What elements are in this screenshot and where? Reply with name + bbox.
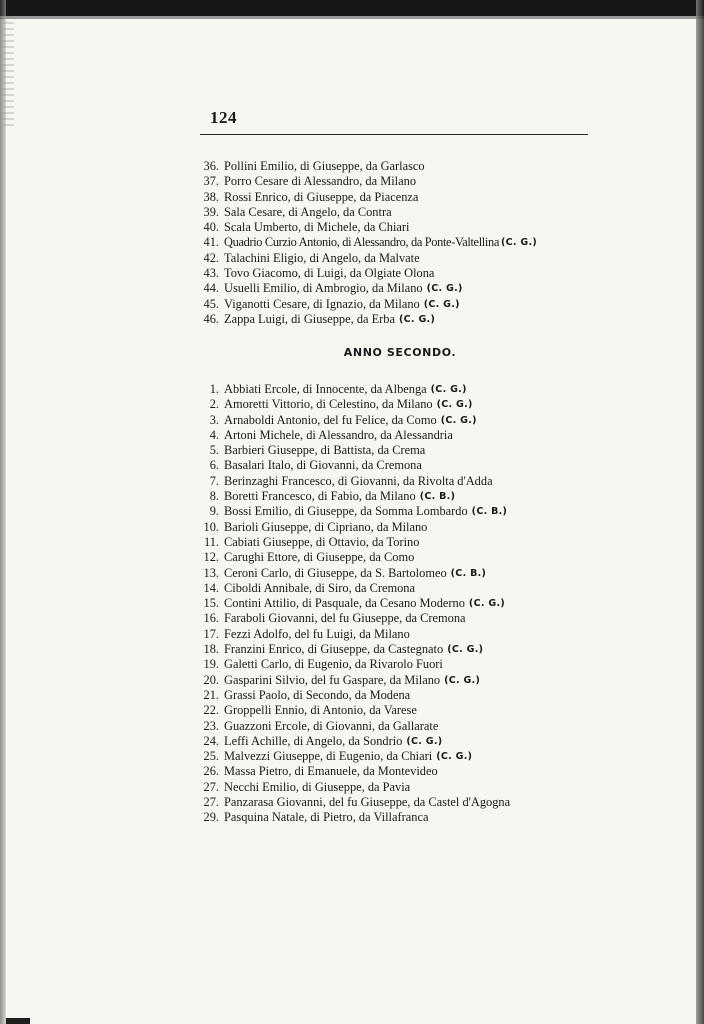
entry-badge: (C. G.) bbox=[430, 384, 467, 395]
list-item bbox=[196, 535, 514, 550]
entry-number: 27. bbox=[203, 795, 219, 810]
section-title-text: ANNO SECONDO. bbox=[343, 346, 457, 359]
list-item bbox=[196, 382, 514, 397]
list-item bbox=[196, 627, 514, 642]
entry-text: Amoretti Vittorio, di Celestino, da Milano bbox=[224, 397, 433, 412]
entry-text: Necchi Emilio, di Giuseppe, da Pavia bbox=[224, 779, 411, 794]
entry-number: 15. bbox=[203, 596, 219, 611]
entry-number: 39. bbox=[203, 204, 219, 219]
entry-number: 27. bbox=[203, 779, 219, 794]
entry-number: 36. bbox=[203, 159, 219, 173]
entry-number: 41. bbox=[203, 235, 219, 250]
scan-left-margin-marks bbox=[0, 16, 14, 126]
entry-number: 19. bbox=[203, 657, 219, 672]
entry-number: 10. bbox=[203, 519, 219, 534]
entry-text: Leffi Achille, di Angelo, da Sondrio bbox=[224, 733, 403, 748]
entry-text: Faraboli Giovanni, del fu Giuseppe, da Cremona bbox=[224, 611, 466, 626]
entry-text: Malvezzi Giuseppe, di Eugenio, da Chiari bbox=[224, 749, 433, 764]
entry-number: 12. bbox=[203, 550, 219, 565]
entry-text: Abbiati Ercole, di Innocente, da Albenga bbox=[224, 382, 427, 396]
list-item bbox=[196, 458, 514, 473]
list-item bbox=[196, 474, 514, 489]
entry-badge: (C. G.) bbox=[406, 735, 443, 747]
list-item bbox=[196, 190, 537, 205]
entry-text: Fezzi Adolfo, del fu Luigi, da Milano bbox=[224, 626, 410, 641]
list-item bbox=[196, 688, 514, 703]
entry-badge: (C. G.) bbox=[500, 237, 538, 249]
entry-number: 37. bbox=[203, 174, 219, 189]
scan-top-shadow bbox=[0, 16, 704, 19]
list-item bbox=[196, 719, 514, 734]
list-item bbox=[196, 673, 514, 688]
list-item bbox=[196, 251, 537, 266]
list-item bbox=[196, 281, 537, 296]
entry-number: 46. bbox=[203, 311, 219, 326]
entry-text: Talachini Eligio, di Angelo, da Malvate bbox=[224, 250, 420, 265]
entry-number: 45. bbox=[203, 296, 219, 311]
entry-text: Usuelli Emilio, di Ambrogio, da Milano bbox=[224, 281, 423, 296]
scan-top-border bbox=[0, 0, 704, 16]
entry-text: Pasquina Natale, di Pietro, da Villafranca bbox=[224, 810, 429, 825]
entry-text: Sala Cesare, di Angelo, da Contra bbox=[224, 204, 392, 219]
entry-text: Ceroni Carlo, di Giuseppe, da S. Bartolomeo bbox=[224, 565, 447, 580]
list-item bbox=[196, 611, 514, 626]
list-item bbox=[196, 550, 514, 565]
list-item bbox=[196, 642, 514, 657]
entry-number: 38. bbox=[203, 189, 219, 204]
entry-number: 13. bbox=[203, 565, 219, 580]
entry-number: 14. bbox=[203, 580, 219, 595]
entry-text: Berinzaghi Francesco, di Giovanni, da Rivolta d'Adda bbox=[224, 473, 493, 488]
entry-text: Guazzoni Ercole, di Giovanni, da Gallarate bbox=[224, 718, 439, 733]
list-item bbox=[196, 810, 514, 825]
entry-number: 23. bbox=[203, 718, 219, 733]
entry-badge: (C. G.) bbox=[447, 644, 484, 656]
list-item bbox=[196, 520, 514, 535]
list-item bbox=[196, 413, 514, 428]
entry-text: Arnaboldi Antonio, del fu Felice, da Como bbox=[224, 412, 437, 427]
entry-number: 26. bbox=[203, 764, 219, 779]
entry-number: 7. bbox=[209, 473, 219, 488]
list-item bbox=[196, 504, 514, 519]
entry-badge: (C. G.) bbox=[468, 598, 506, 610]
entry-number: 29. bbox=[203, 810, 219, 825]
entry-badge: (C. G.) bbox=[399, 313, 436, 325]
list-item bbox=[196, 596, 514, 611]
entry-number: 42. bbox=[203, 250, 219, 265]
scan-left-edge bbox=[0, 0, 6, 1024]
entry-number: 16. bbox=[203, 611, 219, 626]
entry-text: Gasparini Silvio, del fu Gaspare, da Milano bbox=[224, 672, 441, 687]
entry-text: Carughi Ettore, di Giuseppe, da Como bbox=[224, 550, 415, 565]
list-item bbox=[196, 489, 514, 504]
list-item bbox=[196, 780, 514, 795]
entry-text: Porro Cesare di Alessandro, da Milano bbox=[224, 174, 417, 189]
list-item bbox=[196, 795, 514, 810]
list-item bbox=[196, 734, 514, 749]
entry-number: 6. bbox=[209, 458, 219, 473]
entry-number: 24. bbox=[203, 733, 219, 748]
entry-number: 17. bbox=[203, 626, 219, 641]
entry-text: Pollini Emilio, di Giuseppe, da Garlasco bbox=[224, 159, 425, 173]
entry-text: Groppelli Ennio, di Antonio, da Varese bbox=[224, 703, 417, 718]
list-item bbox=[196, 397, 514, 412]
list-item bbox=[196, 581, 514, 596]
entry-badge: (C. G.) bbox=[436, 399, 473, 411]
entry-number: 44. bbox=[203, 281, 219, 296]
entry-text: Bossi Emilio, di Giuseppe, da Somma Lombardo bbox=[224, 504, 468, 519]
list-item bbox=[196, 205, 537, 220]
entry-number: 9. bbox=[209, 504, 219, 519]
entry-text: Basalari Italo, di Giovanni, da Cremona bbox=[224, 458, 422, 473]
list-item bbox=[196, 657, 514, 672]
entry-text: Contini Attilio, di Pasquale, da Cesano Moderno bbox=[224, 596, 465, 611]
entry-badge: (C. G.) bbox=[436, 751, 473, 763]
entry-text: Franzini Enrico, di Giuseppe, da Castegnato bbox=[224, 642, 444, 657]
list-item bbox=[196, 220, 537, 235]
header-rule bbox=[200, 134, 588, 135]
entry-number: 22. bbox=[203, 703, 219, 718]
entry-text: Barioli Giuseppe, di Cipriano, da Milano bbox=[224, 519, 428, 534]
entry-number: 5. bbox=[209, 443, 219, 458]
page-number: 124 bbox=[210, 108, 237, 127]
entry-text: Rossi Enrico, di Giuseppe, da Piacenza bbox=[224, 189, 419, 204]
entry-text: Galetti Carlo, di Eugenio, da Rivarolo Fuori bbox=[224, 657, 443, 672]
entry-number: 11. bbox=[203, 534, 219, 549]
entry-text: Massa Pietro, di Emanuele, da Montevideo bbox=[224, 764, 438, 779]
list-item bbox=[196, 174, 537, 189]
entry-badge: (C. B.) bbox=[450, 567, 487, 579]
entry-text: Barbieri Giuseppe, di Battista, da Crema bbox=[224, 443, 426, 458]
entry-text: Grassi Paolo, di Secondo, da Modena bbox=[224, 687, 411, 702]
entry-badge: (C. G.) bbox=[444, 674, 481, 686]
entry-text: Cabiati Giuseppe, di Ottavio, da Torino bbox=[224, 534, 420, 549]
list-item bbox=[196, 428, 514, 443]
list-item bbox=[196, 235, 537, 250]
scan-right-edge bbox=[696, 0, 704, 1024]
list-item bbox=[196, 266, 537, 281]
entry-number: 25. bbox=[203, 749, 219, 764]
student-list-anno-secondo bbox=[196, 382, 514, 826]
entry-text: Scala Umberto, di Michele, da Chiari bbox=[224, 220, 410, 235]
entry-badge: (C. G.) bbox=[426, 283, 463, 295]
entry-number: 21. bbox=[203, 687, 219, 702]
entry-number: 18. bbox=[203, 642, 219, 657]
entry-number: 40. bbox=[203, 220, 219, 235]
entry-number: 8. bbox=[209, 489, 219, 504]
entry-number: 4. bbox=[209, 427, 219, 442]
list-item bbox=[196, 749, 514, 764]
section-title bbox=[0, 346, 704, 359]
entry-text: Zappa Luigi, di Giuseppe, da Erba bbox=[224, 311, 396, 326]
entry-text: Boretti Francesco, di Fabio, da Milano bbox=[224, 489, 416, 504]
entry-badge: (C. G.) bbox=[440, 414, 477, 426]
entry-text: Ciboldi Annibale, di Siro, da Cremona bbox=[224, 580, 416, 595]
entry-text: Panzarasa Giovanni, del fu Giuseppe, da Castel d'Agogna bbox=[224, 795, 511, 810]
entry-number: 20. bbox=[203, 672, 219, 687]
list-item bbox=[196, 703, 514, 718]
entry-badge: (C. B.) bbox=[471, 506, 508, 518]
entry-number: 2. bbox=[209, 397, 219, 412]
entry-badge: (C. B.) bbox=[419, 491, 456, 503]
list-item bbox=[196, 297, 537, 312]
entry-badge: (C. G.) bbox=[423, 298, 460, 310]
entry-text: Viganotti Cesare, di Ignazio, da Milano bbox=[224, 296, 420, 311]
list-item bbox=[196, 566, 514, 581]
scan-bottom-mark bbox=[6, 1018, 30, 1024]
entry-text: Quadrio Curzio Antonio, di Alessandro, da Ponte-Valtellina bbox=[224, 235, 499, 250]
entry-number: 43. bbox=[203, 266, 219, 281]
list-item bbox=[196, 159, 537, 174]
list-item bbox=[196, 443, 514, 458]
student-list-anno-primo bbox=[196, 159, 537, 327]
list-item bbox=[196, 764, 514, 779]
entry-text: Tovo Giacomo, di Luigi, da Olgiate Olona bbox=[224, 266, 435, 281]
entry-text: Artoni Michele, di Alessandro, da Alessandria bbox=[224, 427, 453, 442]
entry-number: 3. bbox=[209, 412, 219, 427]
entry-number: 1. bbox=[209, 382, 219, 396]
list-item bbox=[196, 312, 537, 327]
